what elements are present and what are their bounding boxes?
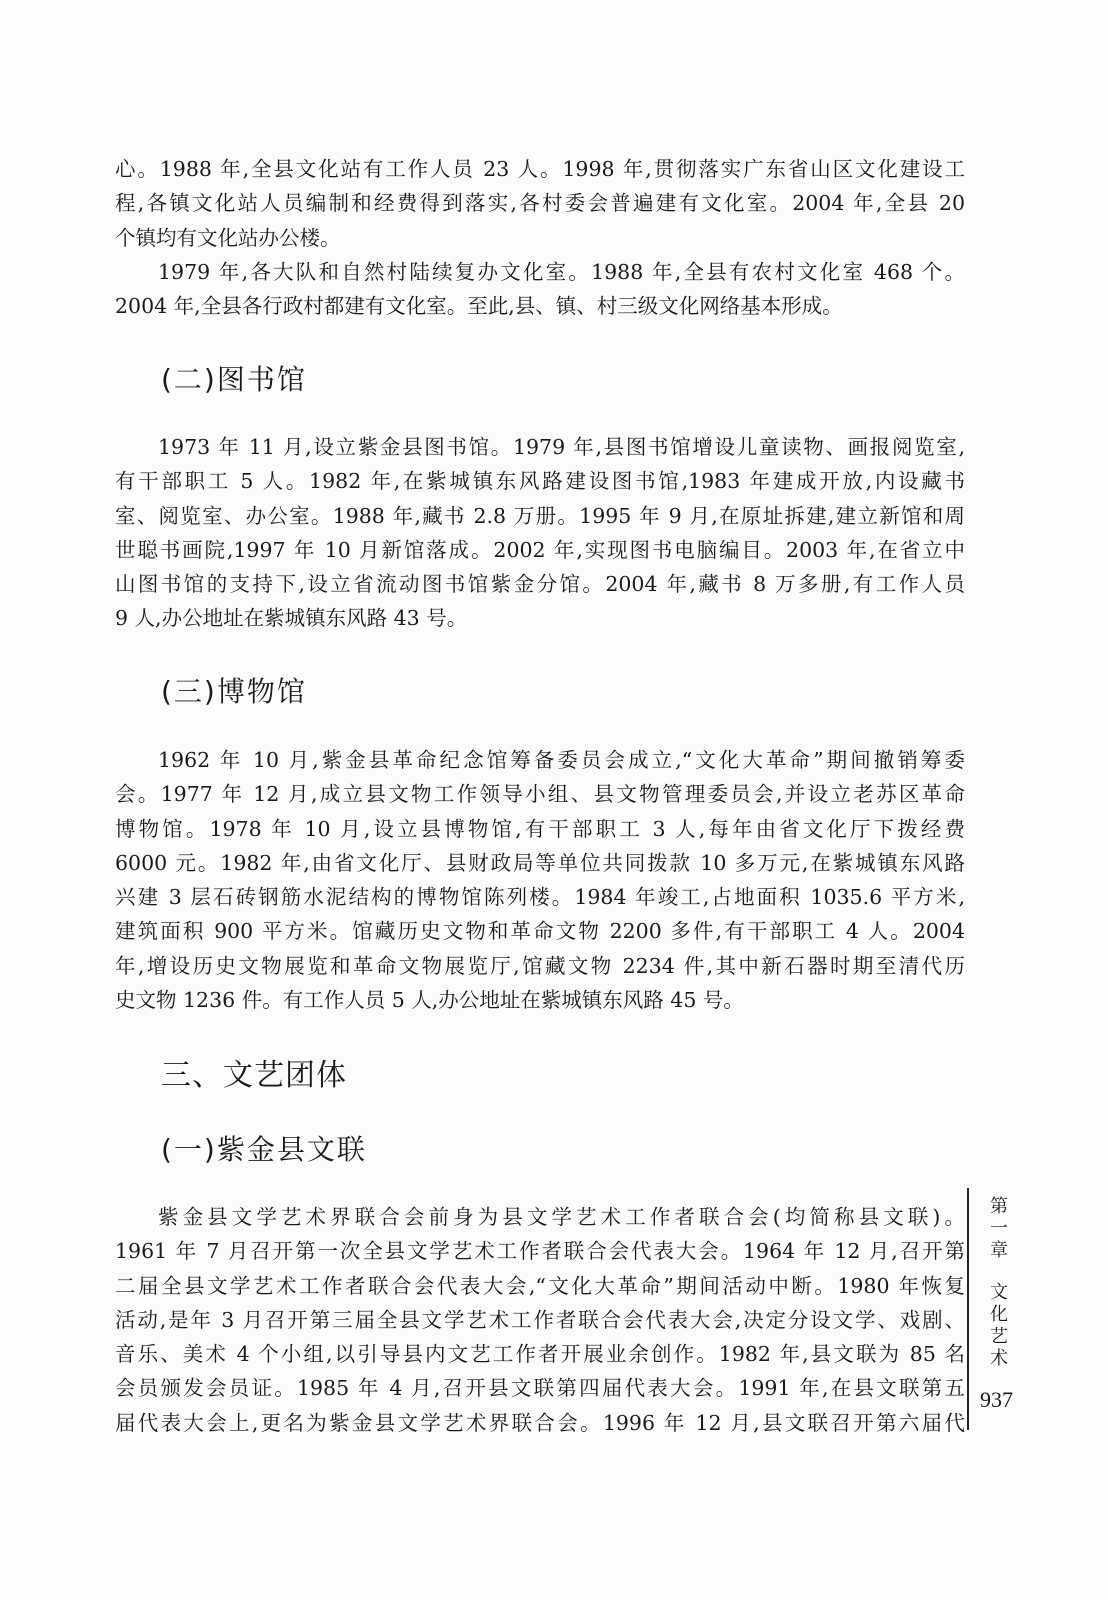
text-line: 有干部职工 5 人。1982 年,在紫城镇东风路建设图书馆,1983 年建成开放,内设藏书: [115, 469, 965, 494]
title-char: 术: [990, 1348, 1008, 1369]
chapter-label: [986, 1196, 1012, 1262]
chapter-title: [986, 1282, 1012, 1370]
sidebar-divider: [967, 1188, 969, 1430]
chapter-char: 一: [990, 1218, 1008, 1239]
heading-museum: (三)博物馆: [161, 675, 307, 708]
text-line: 1973 年 11 月,设立紫金县图书馆。1979 年,县图书馆增设儿童读物、画报阅览室,: [158, 435, 965, 459]
text-line: 心。1988 年,全县文化站有工作人员 23 人。1998 年,贯彻落实广东省山区文化建设工: [115, 157, 965, 181]
text-line: 届代表大会上,更名为紫金县文学艺术界联合会。1996 年 12 月,县文联召开第六届代: [115, 1410, 965, 1435]
title-char: 化: [990, 1304, 1008, 1325]
text-line: 建筑面积 900 平方米。馆藏历史文物和革命文物 2200 多件,有干部职工 4 人。2004: [115, 919, 965, 944]
title-char: 艺: [990, 1326, 1008, 1347]
heading-art-groups: 三、文艺团体: [161, 1058, 347, 1093]
text-line: 兴建 3 层石砖钢筋水泥结构的博物馆陈列楼。1984 年竣工,占地面积 1035.6 平方米,: [115, 885, 965, 910]
text-line: 世聪书画院,1997 年 10 月新馆落成。2002 年,实现图书电脑编目。2003 年,在省立中: [115, 537, 965, 562]
text-line: 博物馆。1978 年 10 月,设立县博物馆,有干部职工 3 人,每年由省文化厅下拨经费: [115, 816, 965, 841]
text-line: 山图书馆的支持下,设立省流动图书馆紫金分馆。2004 年,藏书 8 万多册,有工作人员: [115, 572, 965, 597]
paragraph-library: [115, 430, 965, 636]
text-line: 9 人,办公地址在紫城镇东风路 43 号。: [115, 606, 468, 631]
paragraph-cultural-stations: [115, 152, 965, 255]
text-line: 程,各镇文化站人员编制和经费得到落实,各村委会普遍建有文化室。2004 年,全县 20: [115, 191, 965, 216]
text-line: 6000 元。1982 年,由省文化厅、县财政局等单位共同拨款 10 多万元,在紫城镇东风路: [115, 850, 965, 875]
text-line: 活动,是年 3 月召开第三届全县文学艺术工作者联合会代表大会,决定分设文学、戏剧、: [115, 1307, 965, 1332]
text-line: 年,增设历史文物展览和革命文物展览厅,馆藏文物 2234 件,其中新石器时期至清代历: [115, 953, 965, 978]
chapter-char: 章: [990, 1240, 1008, 1261]
text-line: 音乐、美术 4 个小组,以引导县内文艺工作者开展业余创作。1982 年,县文联为 85 名: [115, 1342, 965, 1367]
text-line: 1962 年 10 月,紫金县革命纪念馆筹备委员会成立,“文化大革命”期间撤销筹委: [158, 748, 966, 772]
text-line: 个镇均有文化站办公楼。: [115, 225, 341, 250]
text-line: 室、阅览室、办公室。1988 年,藏书 2.8 万册。1995 年 9 月,在原址拆建,建立新馆和周: [115, 503, 965, 528]
heading-federation: (一)紫金县文联: [161, 1133, 367, 1166]
text-line: 紫金县文学艺术界联合会前身为县文学艺术工作者联合会(均简称县文联)。: [158, 1205, 965, 1229]
chapter-char: 第: [990, 1196, 1008, 1217]
heading-library: (二)图书馆: [161, 363, 307, 396]
paragraph-museum: [115, 743, 965, 1017]
text-line: 2004 年,全县各行政村都建有文化室。至此,县、镇、村三级文化网络基本形成。: [115, 294, 843, 319]
title-char: 文: [990, 1282, 1008, 1303]
text-line: 1961 年 7 月召开第一次全县文学艺术工作者联合会代表大会。1964 年 12 月,召开第: [115, 1239, 965, 1264]
text-line: 二届全县文学艺术工作者联合会代表大会,“文化大革命”期间活动中断。1980 年恢复: [115, 1273, 965, 1298]
paragraph-cultural-rooms: [115, 255, 965, 324]
text-line: 1979 年,各大队和自然村陆续复办文化室。1988 年,全县有农村文化室 468 个。: [158, 260, 965, 284]
paragraph-federation: [115, 1200, 965, 1440]
text-line: 会员颁发会员证。1985 年 4 月,召开县文联第四届代表大会。1991 年,在县文联第五: [115, 1376, 965, 1401]
text-line: 会。1977 年 12 月,成立县文物工作领导小组、县文物管理委员会,并设立老苏区革命: [115, 782, 965, 807]
text-line: 史文物 1236 件。有工作人员 5 人,办公地址在紫城镇东风路 45 号。: [115, 988, 744, 1013]
page-number: 937: [980, 1387, 1013, 1412]
